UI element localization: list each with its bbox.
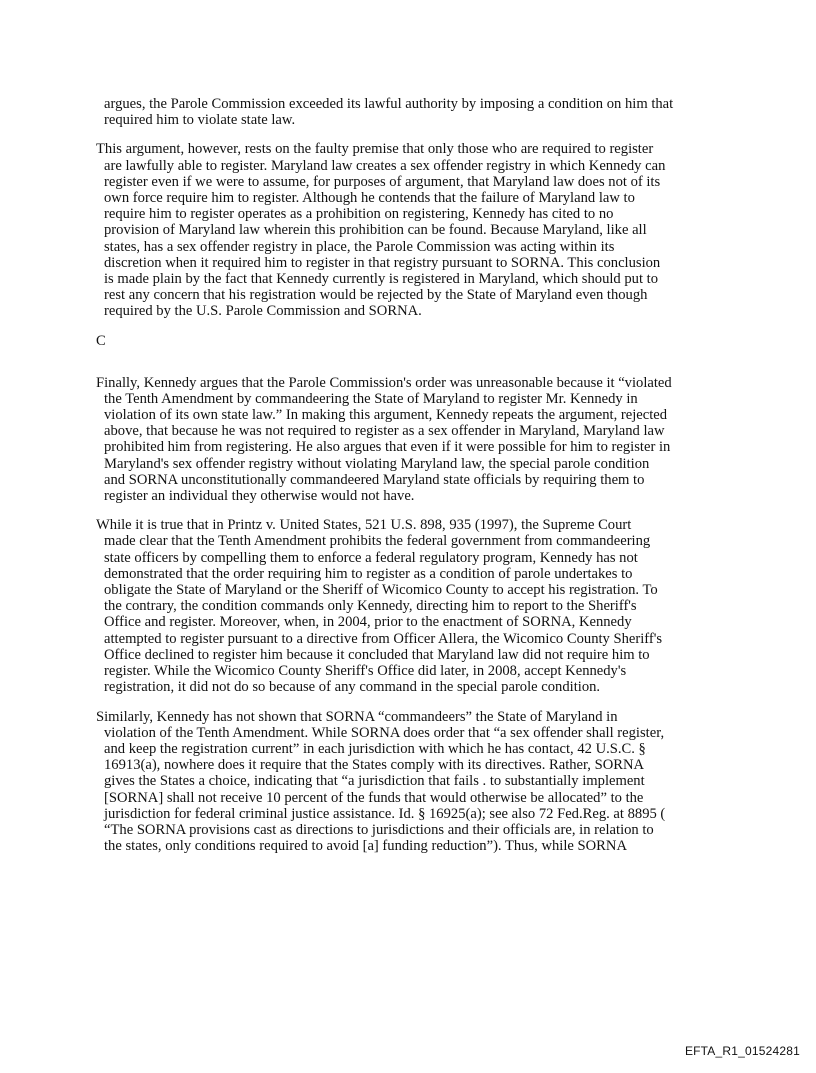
- document-id-footer: EFTA_R1_01524281: [684, 1044, 800, 1058]
- section-heading: C: [96, 332, 106, 349]
- paragraph-sorna-commandeering: Similarly, Kennedy has not shown that SORNA “commandeers” the State of Maryland in violation of the Tenth Amendment. While SORNA does order that “a sex offender shall register, and keep the registration current” in each jurisdiction with which he has contact, 42 U.S.C. § 16913(a), nowhere does it require that the States comply with its directives. Rather, SORNA gives the States a choice, indicating that “a jurisdiction that fails . to substantially implement [SORNA] shall not receive 10 percent of the funds that would otherwise be allocated” to the jurisdiction for federal criminal justice assistance. Id. § 16925(a); see also 72 Fed.Reg. at 8895 ( “The SORNA provisions cast as directions to jurisdictions and their officials are, in relation to the states, only conditions required to avoid [a] funding reduction”). Thus, while SORNA: [96, 708, 666, 855]
- document-body: [96, 96, 732, 867]
- paragraph-printz: While it is true that in Printz v. United States, 521 U.S. 898, 935 (1997), the Supreme Court made clear that the Tenth Amendment prohibits the federal government from commandeering state officers by compelling them to enforce a federal regulatory program, Kennedy has not demonstrated that the order requiring him to register as a condition of parole undertakes to obligate the State of Maryland or the Sheriff of Wicomico County to accept his registration. To the contrary, the condition commands only Kennedy, directing him to report to the Sheriff's Office and register. Moreover, when, in 2004, prior to the enactment of SORNA, Kennedy attempted to register pursuant to a directive from Officer Allera, the Wicomico County Sheriff's Office declined to register him because it concluded that Maryland law did not require him to register. While the Wicomico County Sheriff's Office did later, in 2008, accept Kennedy's registration, it did not do so because of any command in the special parole condition.: [96, 517, 663, 696]
- paragraph-tenth-amendment-argument: Finally, Kennedy argues that the Parole Commission's order was unreasonable because it “violated the Tenth Amendment by commandeering the State of Maryland to register Mr. Kennedy in violation of its own state law.” In making this argument, Kennedy repeats the argument, rejected above, that because he was not required to register as a sex offender in Maryland, Maryland law prohibited him from registering. He also argues that even if it were possible for him to register in Maryland's sex offender registry without violating Maryland law, the special parole condition and SORNA unconstitutionally commandeered Maryland state officials by requiring them to register an individual they otherwise would not have.: [96, 374, 672, 505]
- paragraph-continuation: argues, the Parole Commission exceeded its lawful authority by imposing a condition on him that required him to violate state law.: [104, 96, 674, 129]
- paragraph-registration-premise: This argument, however, rests on the faulty premise that only those who are required to register are lawfully able to register. Maryland law creates a sex offender registry in which Kennedy can register even if we were to assume, for purposes of argument, that Maryland law does not of its own force require him to register. Although he contends that the failure of Maryland law to require him to register operates as a prohibition on registering, Kennedy has cited to no provision of Maryland law wherein this prohibition can be found. Because Maryland, like all states, has a sex offender registry in place, the Parole Commission was acting within its discretion when it required him to register in that registry pursuant to SORNA. This conclusion is made plain by the fact that Kennedy currently is registered in Maryland, which should put to rest any concern that his registration would be rejected by the State of Maryland even though required by the U.S. Parole Commission and SORNA.: [96, 141, 666, 320]
